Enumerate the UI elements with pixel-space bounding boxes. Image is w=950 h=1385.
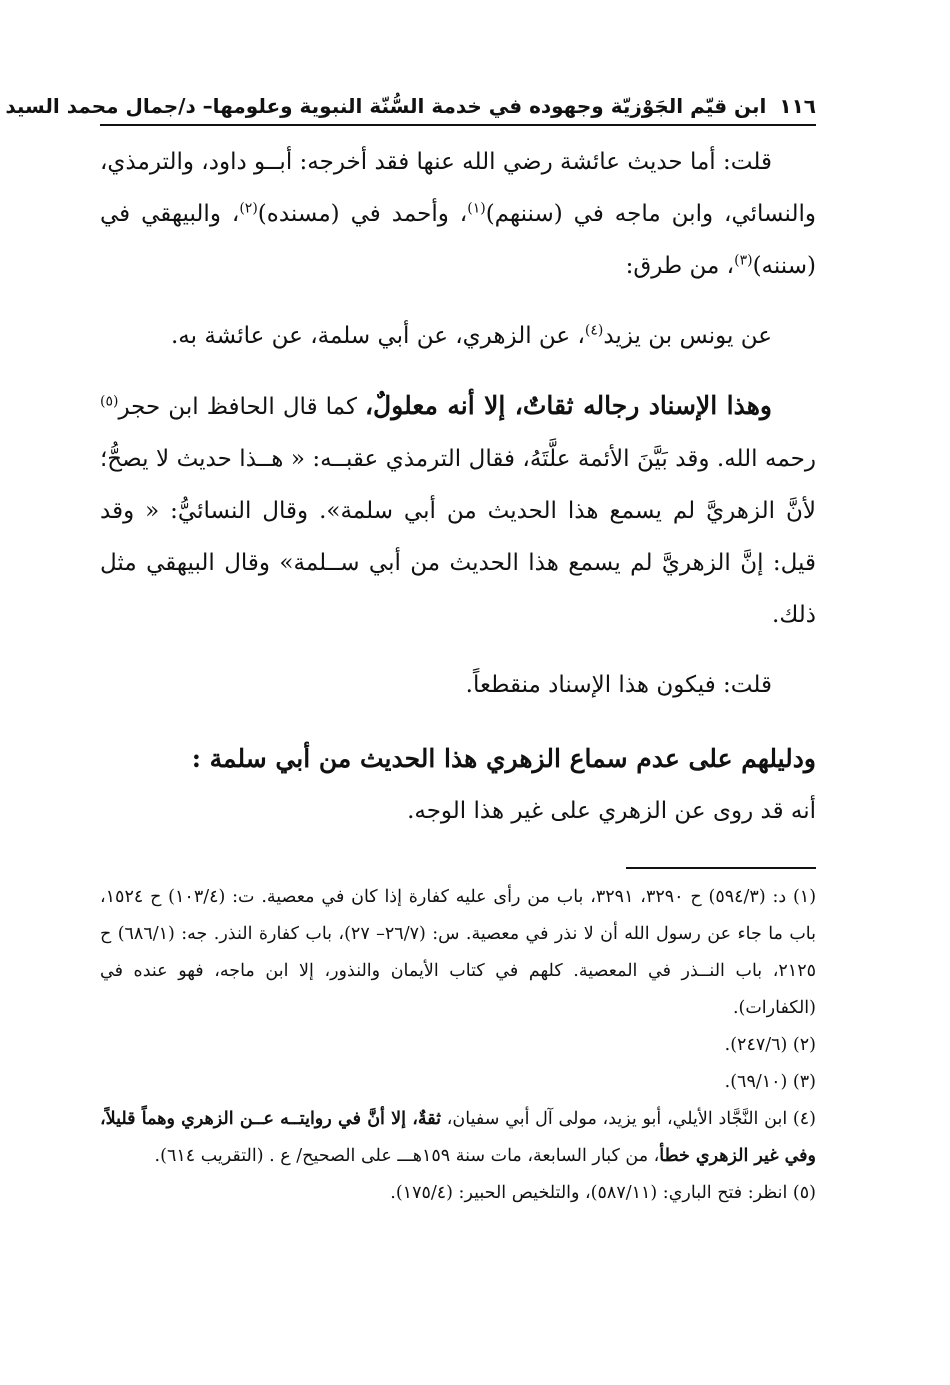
book-page: [5, 88, 817, 1212]
running-title: ابن قيّم الجَوْزيّة وجهوده في خدمة السُّنّة النبوية وعلومها– د/جمال محمد السيد: [5, 94, 767, 118]
footnote-divider: [626, 867, 816, 869]
footnote-ref-1[interactable]: (١): [467, 200, 486, 217]
text-span: (٤) ابن النَّجَّاد الأيلي، أبو يزيد، مولى آل أبي سفيان،: [441, 1109, 816, 1129]
text-span: ، عن الزهري، عن أبي سلمة، عن عائشة به.: [171, 323, 585, 349]
footnote-ref-2[interactable]: (٢): [239, 200, 258, 217]
footnote-2: (٢) (٢٤٧/٦).: [724, 1035, 816, 1055]
footnote-4: [100, 1101, 816, 1175]
footnote-ref-5[interactable]: (٥): [100, 393, 119, 410]
footnote-5: (٥) انظر: فتح الباري: (٥٨٧/١١)، والتلخيص الحبير: (١٧٥/٤).: [390, 1183, 816, 1203]
text-span: ، من كبار السابعة، مات سنة ١٥٩هـــ على الصحيح/ ع . (التقريب ٦١٤).: [154, 1146, 660, 1166]
footnote-3: (٣) (٦٩/١٠).: [724, 1072, 816, 1092]
bold-grading: ثقةٌ، إلا أنَّ في روايتــه عــن الزهري وهماً قليلاً، وفي غير الزهري خطأ: [100, 1109, 816, 1166]
text-span: ، من طرق:: [625, 253, 735, 279]
text-span: رحمه الله. وقد بَيَّنَ الأئمة علَّتَهُ، فقال الترمذي عقبــه: « هــذا حديث لا يصحُّ؛ لأنَّ الزهريَّ لم يسمع هذا الحديث من أبي سلمة». وقال النسائيُّ: « وقد قيل: إنَّ الزهريَّ لم يسمع هذا الحديث من أبي ســلمة» وقال البيهقي مثل ذلك.: [100, 446, 816, 628]
paragraph-conclusion: قلت: فيكون هذا الإسناد منقطعاً.: [465, 672, 772, 698]
paragraph-sources: [100, 136, 816, 292]
main-text: [100, 136, 816, 837]
section-heading: ودليلهم على عدم سماع الزهري هذا الحديث من أبي سلمة :: [191, 744, 816, 773]
text-span: قلت: أما حديث عائشة رضي الله عنها فقد أخرجه: أبــو داود، والترمذي، والنسائي، وابن ماجه في (سننهم): [100, 149, 816, 227]
footnote-ref-4[interactable]: (٤): [584, 322, 604, 339]
text-span: عن يونس بن يزيد: [603, 323, 772, 349]
footnotes: [100, 879, 816, 1212]
bold-statement: وهذا الإسناد رجاله ثقاتٌ، إلا أنه معلولٌ،: [364, 391, 772, 420]
running-header: [5, 88, 816, 126]
footnote-1: (١) د: (٥٩٤/٣) ح ٣٢٩٠، ٣٢٩١، باب من رأى عليه كفارة إذا كان في معصية. ت: (١٠٣/٤) ح ١٥٢٤، باب ما جاء عن رسول الله أن لا نذر في معصية. س: (٢٦/٧– ٢٧)، باب كفارة النذر. جه: (٦٨٦/١) ح ٢١٢٥، باب النــذر في المعصية. كلهم في كتاب الأيمان والنذور، إلا ابن ماجه، فهو عنده في (الكفارات).: [100, 887, 817, 1018]
text-span: ، وأحمد في (مسنده): [257, 201, 468, 227]
footnote-ref-3[interactable]: (٣): [734, 252, 753, 269]
paragraph-illah: [100, 380, 816, 641]
paragraph-evidence: أنه قد روى عن الزهري على غير هذا الوجه.: [407, 798, 816, 824]
text-span: كما قال الحافظ ابن حجر: [118, 394, 365, 420]
text-span: ، والبيهقي في (سننه): [100, 201, 816, 279]
page-number: ١١٦: [779, 94, 816, 118]
paragraph-isnad: [100, 310, 816, 362]
